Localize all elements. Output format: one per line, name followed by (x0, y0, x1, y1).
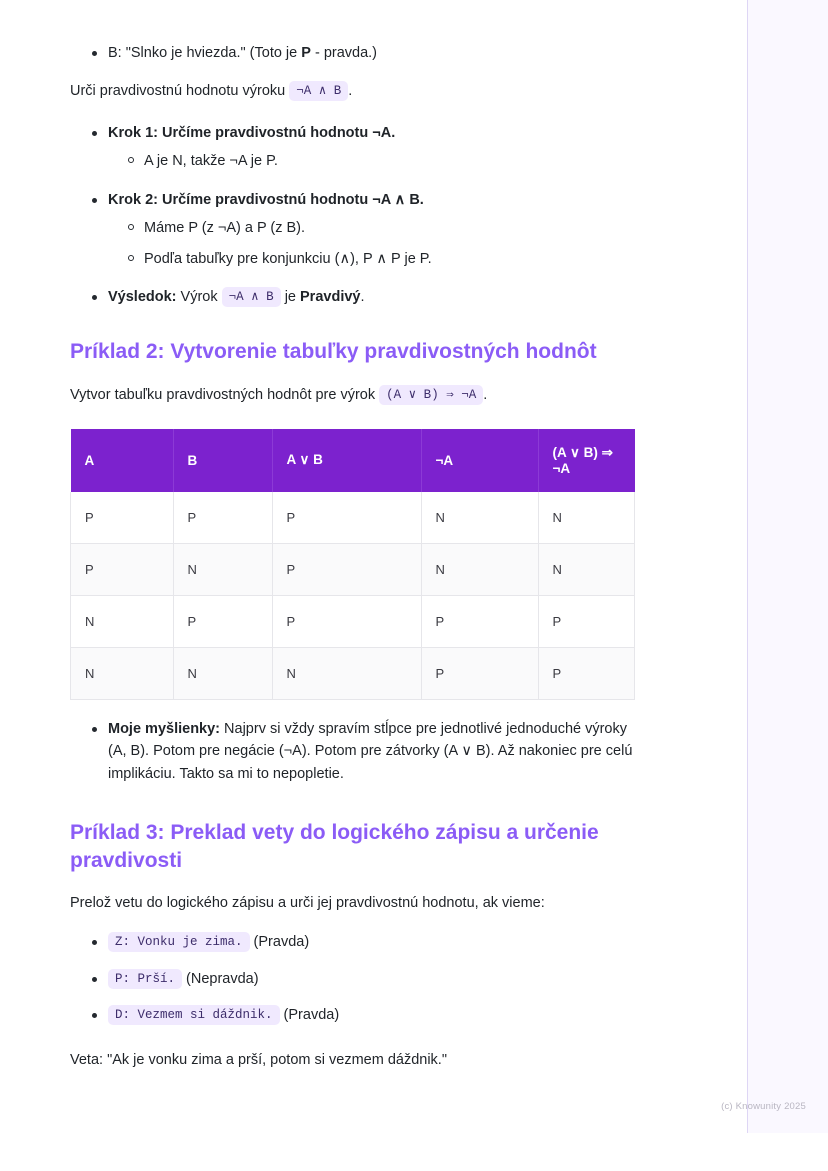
column-header-aorb: A ∨ B (272, 429, 421, 492)
bullet-b-post: - pravda.) (310, 45, 378, 61)
cell: P (272, 595, 421, 647)
list-item (92, 931, 645, 953)
bullet-b-bold: P (301, 45, 311, 61)
example3-intro: Prelož vetu do logického zápisu a urči jej pravdivostnú hodnotu, ak vieme: (70, 894, 545, 911)
truth-table-body (71, 492, 635, 700)
cell: P (538, 595, 635, 647)
example2-task-pre: Vytvor tabuľku pravdivostných hodnôt pre výrok (70, 386, 380, 403)
step2-title: Krok 2: Určíme pravdivostnú hodnotu ¬A ∧ B. (108, 191, 424, 208)
result-mid: je (280, 289, 301, 305)
formula-chip: ¬A ∧ B (222, 287, 281, 307)
cell: N (71, 647, 174, 699)
result-label: Výsledok: (108, 289, 177, 305)
cell: P (71, 543, 174, 595)
result-post: . (360, 289, 365, 305)
column-header-implication: (A ∨ B) ⇒ ¬A (538, 429, 635, 492)
step1-sublist (108, 150, 645, 172)
example3-heading: Príklad 3: Preklad vety do logického zápisu a určenie pravdivosti (70, 821, 599, 872)
cell: P (71, 492, 174, 544)
list-item: Máme P (z ¬A) a P (z B). (128, 217, 645, 239)
table-header-row (71, 429, 635, 492)
table-row (71, 543, 635, 595)
cell: P (421, 595, 538, 647)
steps-list (70, 122, 645, 309)
table-row (71, 595, 635, 647)
table-row (71, 647, 635, 699)
list-item (92, 189, 645, 270)
thoughts-text: Najprv si vždy spravím stĺpce pre jednotlivé jednoduché výroky (A, B). Potom pre negácie (¬A). Potom pre zátvorky (A ∨ B). Až nakoniec pre celú implikáciu. Takto sa mi to nepopletie. (108, 720, 633, 782)
list-item: A je N, takže ¬A je P. (128, 150, 645, 172)
table-row (71, 492, 635, 544)
list-item: Podľa tabuľky pre konjunkciu (∧), P ∧ P je P. (128, 248, 645, 270)
list-item (92, 718, 645, 785)
cell: P (272, 543, 421, 595)
cell: P (173, 595, 272, 647)
step2-sublist (108, 217, 645, 270)
item-note: (Nepravda) (182, 970, 259, 987)
formula-chip: D: Vezmem si dáždnik. (108, 1005, 280, 1025)
list-item (92, 1004, 645, 1026)
intro-bullet-list (70, 42, 645, 64)
thoughts-list (70, 718, 645, 785)
cell: P (272, 492, 421, 544)
item-note: (Pravda) (249, 934, 310, 951)
cell: N (538, 492, 635, 544)
result-pre: Výrok (176, 289, 222, 305)
footer-copyright: (c) Knowunity 2025 (721, 1101, 806, 1112)
task-post-text: . (348, 83, 353, 100)
cell: N (421, 543, 538, 595)
formula-chip: ¬A ∧ B (289, 81, 348, 101)
bullet-b-pre: B: "Slnko je hviezda." (Toto je (108, 45, 302, 61)
task-paragraph (70, 80, 645, 103)
formula-chip: Z: Vonku je zima. (108, 932, 250, 952)
formula-chip: (A ∨ B) ⇒ ¬A (379, 385, 483, 405)
example2-heading: Príklad 2: Vytvorenie tabuľky pravdivostných hodnôt (70, 340, 597, 364)
truth-table-header (71, 429, 635, 492)
cell: P (173, 492, 272, 544)
cell: N (173, 543, 272, 595)
cell: P (538, 647, 635, 699)
cell: N (538, 543, 635, 595)
cell: P (421, 647, 538, 699)
example3-sentence: Veta: "Ak je vonku zima a prší, potom si vezmem dáždnik." (70, 1051, 447, 1068)
document-content (70, 0, 645, 1086)
cell: N (421, 492, 538, 544)
task-pre-text: Urči pravdivostnú hodnotu výroku (70, 83, 290, 100)
example3-list (70, 931, 645, 1026)
cell: N (71, 595, 174, 647)
truth-table (70, 429, 635, 700)
result-bold: Pravdivý (300, 289, 361, 305)
list-item (92, 968, 645, 990)
list-item (92, 42, 645, 64)
list-item (92, 122, 645, 173)
step1-title: Krok 1: Určíme pravdivostnú hodnotu ¬A. (108, 124, 396, 141)
list-item (92, 286, 645, 308)
thoughts-label: Moje myšlienky: (108, 720, 221, 737)
example2-task-post: . (483, 386, 488, 403)
example2-task (70, 384, 645, 407)
cell: N (173, 647, 272, 699)
cell: N (272, 647, 421, 699)
right-margin-rail (747, 0, 828, 1133)
column-header-b: B (173, 429, 272, 492)
column-header-a: A (71, 429, 174, 492)
column-header-nota: ¬A (421, 429, 538, 492)
item-note: (Pravda) (279, 1007, 340, 1024)
formula-chip: P: Prší. (108, 969, 182, 989)
